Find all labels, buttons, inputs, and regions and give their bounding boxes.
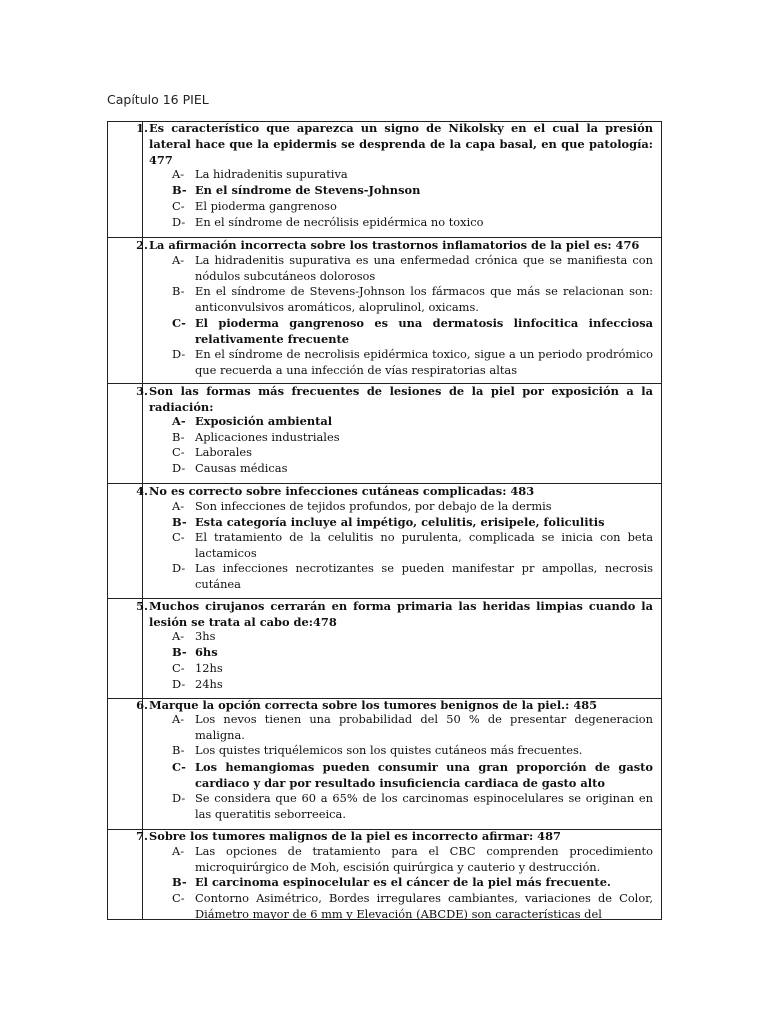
question-text: Muchos cirujanos cerrarán en forma primaria las heridas limpias cuando la lesión se trata al cabo de:478 — [149, 599, 653, 629]
option-text: La hidradenitis supurativa es una enfermedad crónica que se manifiesta con nódulos subcutáneos dolorosos — [195, 253, 653, 283]
option-text: Los nevos tienen una probabilidad del 50 % de presentar degeneracion maligna. — [195, 712, 653, 742]
option-text: Contorno Asimétrico, Bordes irregulares cambiantes, variaciones de Color, Diámetro mayor de 6 mm y Elevación (ABCDE) son características del — [195, 891, 653, 920]
question-text: La afirmación incorrecta sobre los trastornos inflamatorios de la piel es: 476 — [149, 238, 640, 252]
option-text: Las infecciones necrotizantes se pueden manifestar pr ampollas, necrosis cutánea — [195, 561, 653, 591]
option-letter: D- — [172, 215, 186, 229]
question-row-6 — [108, 698, 661, 830]
option-letter: A- — [172, 712, 185, 726]
option-letter: A- — [172, 167, 185, 181]
option-letter: C- — [172, 760, 186, 774]
option-text: El carcinoma espinocelular es el cáncer de la piel más frecuente. — [195, 875, 611, 889]
option-text: 12hs — [195, 661, 223, 675]
option-letter: A- — [172, 253, 185, 267]
option-letter: D- — [172, 791, 186, 805]
option-text: En el síndrome de Stevens-Johnson los fármacos que más se relacionan son: anticonvulsivos aromáticos, aloprulinol, oxicams. — [195, 284, 653, 314]
option-letter: C- — [172, 530, 185, 544]
option-c[interactable] — [172, 445, 653, 461]
option-text: Aplicaciones industriales — [195, 430, 340, 444]
option-text: 3hs — [195, 629, 216, 643]
option-text: Las opciones de tratamiento para el CBC comprenden procedimiento microquirúrgico de Moh, escisión quirúrgica y cauterio y destrucción. — [195, 844, 653, 874]
option-letter: A- — [172, 844, 185, 858]
option-d[interactable] — [172, 215, 653, 231]
option-text: Son infecciones de tejidos profundos, por debajo de la dermis — [195, 499, 552, 513]
option-c[interactable] — [172, 199, 653, 215]
option-text: Esta categoría incluye al impétigo, celulitis, erisipele, foliculitis — [195, 515, 605, 529]
option-c-correct[interactable] — [172, 315, 653, 347]
option-a[interactable] — [172, 629, 653, 645]
option-d[interactable] — [172, 461, 653, 477]
option-text: Se considera que 60 a 65% de los carcinomas espinocelulares se originan en las queratitis seborreeica. — [195, 791, 653, 821]
option-letter: C- — [172, 445, 185, 459]
option-d[interactable] — [172, 791, 653, 822]
option-d[interactable] — [172, 347, 653, 378]
option-text: Exposición ambiental — [195, 414, 333, 428]
option-text: 24hs — [195, 677, 223, 691]
option-text: El pioderma gangrenoso es una dermatosis linfocitica infecciosa relativamente frecuente — [195, 316, 653, 346]
question-text: Marque la opción correcta sobre los tumores benignos de la piel.: 485 — [149, 698, 598, 712]
option-letter: B- — [172, 515, 187, 529]
option-b-correct[interactable] — [172, 183, 653, 199]
option-a-correct[interactable] — [172, 414, 653, 430]
question-text: Sobre los tumores malignos de la piel es incorrecto afirmar: 487 — [149, 829, 561, 843]
option-a[interactable] — [172, 253, 653, 284]
question-text: Es característico que aparezca un signo de Nikolsky en el cual la presión lateral hace que la epidermis se desprenda de la capa basal, en que patología: 477 — [149, 121, 653, 167]
question-text: No es correcto sobre infecciones cutáneas complicadas: 483 — [149, 484, 535, 498]
option-letter: C- — [172, 891, 185, 905]
question-number: 7. — [136, 829, 148, 843]
question-text: Son las formas más frecuentes de lesiones de la piel por exposición a la radiación: — [149, 384, 653, 414]
option-text: Los hemangiomas pueden consumir una gran proporción de gasto cardiaco y dar por resultado insuficiencia cardiaca de gasto alto — [195, 760, 653, 790]
option-letter: A- — [172, 414, 186, 428]
option-b-correct[interactable] — [172, 515, 653, 531]
option-c[interactable] — [172, 661, 653, 677]
option-letter: B- — [172, 875, 187, 889]
option-b-correct[interactable] — [172, 875, 653, 891]
option-letter: D- — [172, 561, 186, 575]
option-b-correct[interactable] — [172, 645, 653, 661]
option-text: Laborales — [195, 445, 252, 459]
option-letter: B- — [172, 430, 185, 444]
chapter-title: Capítulo 16 PIEL — [107, 92, 209, 107]
option-text: 6hs — [195, 645, 218, 659]
option-c[interactable] — [172, 530, 653, 561]
option-b[interactable] — [172, 284, 653, 315]
option-text: En el síndrome de necrólisis epidérmica no toxico — [195, 215, 484, 229]
option-d[interactable] — [172, 561, 653, 592]
option-text: El pioderma gangrenoso — [195, 199, 337, 213]
option-text: En el síndrome de necrolisis epidérmica toxico, sigue a un periodo prodrómico que recuerda a una infección de vías respiratorias altas — [195, 347, 653, 377]
option-a[interactable] — [172, 712, 653, 743]
option-a[interactable] — [172, 499, 653, 515]
option-a[interactable] — [172, 844, 653, 875]
question-row-7 — [108, 829, 661, 920]
option-letter: B- — [172, 743, 185, 757]
question-table — [107, 121, 662, 920]
question-row-2 — [108, 237, 661, 384]
option-letter: B- — [172, 645, 187, 659]
option-letter: A- — [172, 629, 185, 643]
option-c-correct[interactable] — [172, 759, 653, 791]
option-letter: C- — [172, 199, 185, 213]
question-row-4 — [108, 483, 661, 599]
option-c[interactable] — [172, 891, 653, 920]
question-row-1 — [108, 122, 661, 237]
option-text: En el síndrome de Stevens-Johnson — [195, 183, 421, 197]
question-number: 1. — [136, 121, 148, 135]
option-letter: B- — [172, 183, 187, 197]
option-letter: D- — [172, 677, 186, 691]
option-b[interactable] — [172, 430, 653, 446]
option-a[interactable] — [172, 167, 653, 183]
option-letter: C- — [172, 661, 185, 675]
option-letter: A- — [172, 499, 185, 513]
option-text: Los quistes triquélemicos son los quistes cutáneos más frecuentes. — [195, 743, 583, 757]
option-b[interactable] — [172, 743, 653, 759]
question-number: 6. — [136, 698, 148, 712]
option-d[interactable] — [172, 677, 653, 693]
option-letter: C- — [172, 316, 186, 330]
option-text: El tratamiento de la celulitis no purulenta, complicada se inicia con beta lactamicos — [195, 530, 653, 560]
question-number: 3. — [136, 384, 148, 398]
option-letter: D- — [172, 347, 186, 361]
question-row-5 — [108, 598, 661, 699]
option-letter: B- — [172, 284, 185, 298]
question-number: 2. — [136, 238, 148, 252]
option-letter: D- — [172, 461, 186, 475]
question-number: 5. — [136, 599, 148, 613]
question-number: 4. — [136, 484, 148, 498]
option-text: La hidradenitis supurativa — [195, 167, 348, 181]
question-row-3 — [108, 383, 661, 484]
option-text: Causas médicas — [195, 461, 288, 475]
